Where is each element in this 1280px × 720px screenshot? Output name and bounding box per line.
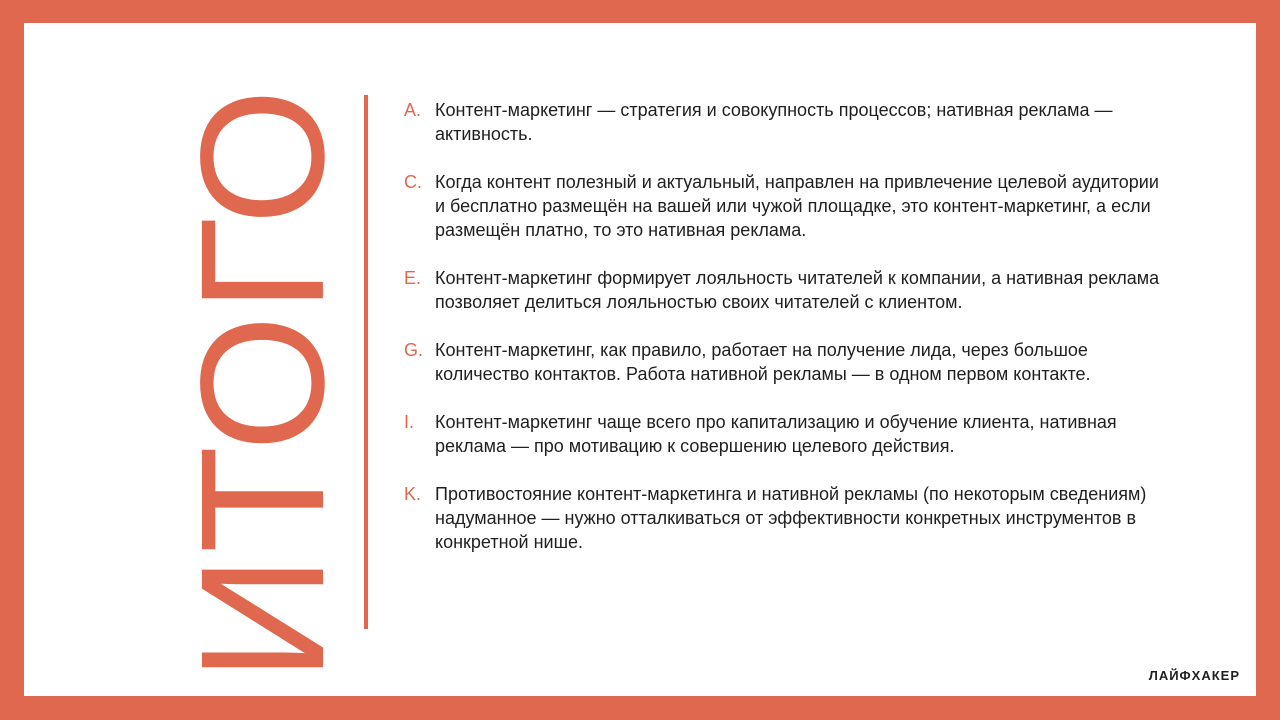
item-marker: C. bbox=[404, 172, 422, 192]
item-text: Контент-маркетинг — стратегия и совокупность процессов; нативная реклама — активность. bbox=[435, 100, 1113, 144]
summary-item-a bbox=[404, 98, 1164, 146]
item-marker: I. bbox=[404, 412, 415, 432]
brand-logo: ЛАЙФХАКЕР bbox=[1148, 668, 1240, 683]
vertical-divider bbox=[364, 95, 368, 629]
summary-list bbox=[404, 98, 1164, 578]
summary-item-e bbox=[404, 266, 1164, 314]
item-text: Контент-маркетинг формирует лояльность читателей к компании, а нативная реклама позволяет делиться лояльностью своих читателей с клиентом. bbox=[435, 268, 1160, 312]
item-marker: A. bbox=[404, 100, 422, 120]
slide-title: ИТОГО bbox=[165, 86, 361, 682]
slide bbox=[24, 23, 1256, 696]
item-text: Контент-маркетинг, как правило, работает на получение лида, через большое количество контактов. Работа нативной рекламы — в одном первом контакте. bbox=[435, 340, 1091, 384]
item-text: Контент-маркетинг чаще всего про капитализацию и обучение клиента, нативная реклама — про мотивацию к совершению целевого действия. bbox=[435, 412, 1117, 456]
item-marker: K. bbox=[404, 484, 422, 504]
summary-item-k bbox=[404, 482, 1164, 554]
summary-item-g bbox=[404, 338, 1164, 386]
item-text: Когда контент полезный и актуальный, направлен на привлечение целевой аудитории и бесплатно размещён на вашей или чужой площадке, это контент-маркетинг, а если размещён платно, то это нативная реклама. bbox=[435, 172, 1159, 240]
summary-item-i bbox=[404, 410, 1164, 458]
item-marker: G. bbox=[404, 340, 424, 360]
item-text: Противостояние контент-маркетинга и нативной рекламы (по некоторым сведениям) надуманное — нужно отталкиваться от эффективности конкретных инструментов в конкретной нише. bbox=[435, 484, 1147, 552]
title-container bbox=[165, 86, 361, 682]
summary-item-c bbox=[404, 170, 1164, 242]
item-marker: E. bbox=[404, 268, 422, 288]
